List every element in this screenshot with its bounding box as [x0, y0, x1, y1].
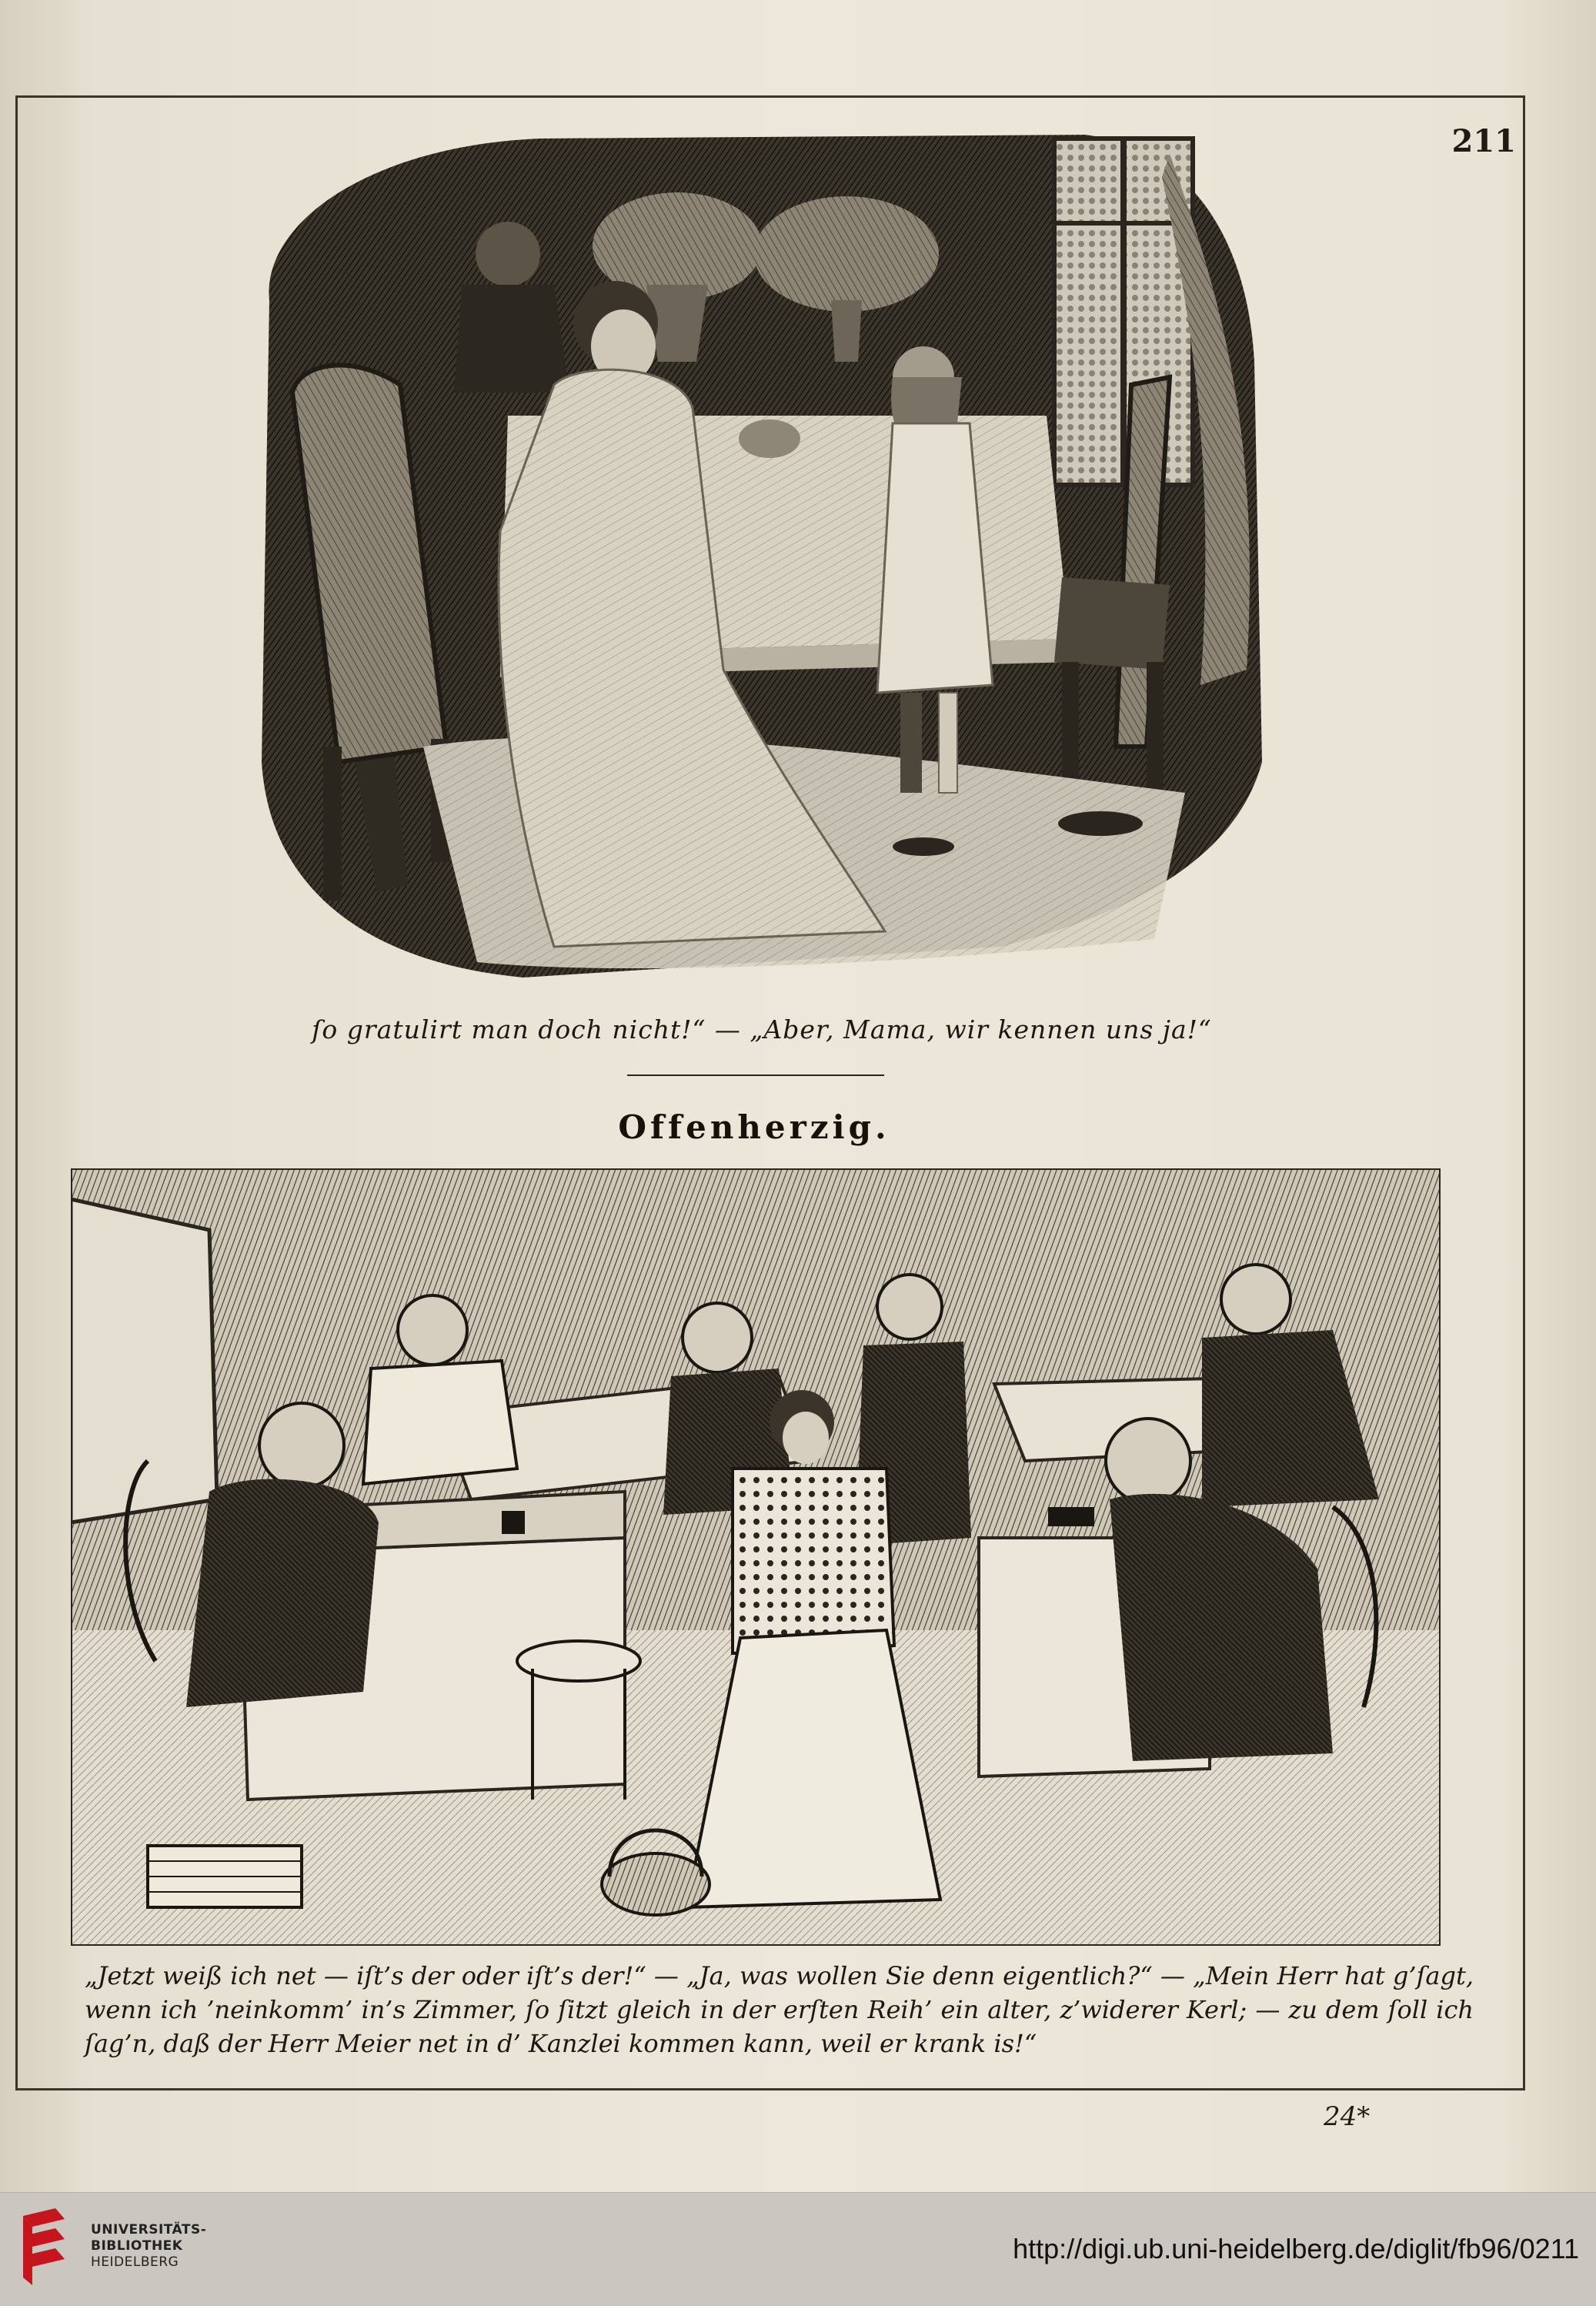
university-library-name	[91, 2222, 206, 2271]
viewer-footer	[0, 2192, 1596, 2306]
logo-line-2: BIBLIOTHEK	[91, 2238, 183, 2254]
section-title: Offenherzig.	[618, 1108, 890, 1146]
bottom-illustration	[71, 1168, 1441, 1946]
page-number: 211	[1451, 123, 1516, 159]
permalink-url[interactable]: http://digi.ub.uni-heidelberg.de/diglit/fb96/0211	[1013, 2233, 1579, 2264]
university-library-logo-icon	[17, 2208, 71, 2288]
logo-line-3: HEIDELBERG	[91, 2254, 179, 2270]
top-illustration	[246, 131, 1270, 993]
logo-line-1: UNIVERSITÄTS-	[91, 2222, 207, 2237]
top-illustration-caption: ſo gratulirt man doch nicht!“ — „Aber, Mama, wir kennen uns ja!“	[312, 1014, 1212, 1044]
sheet-signature: 24*	[1324, 2101, 1371, 2132]
section-divider	[627, 1074, 884, 1076]
bottom-illustration-caption: „Jetzt weiß ich net — iſt’s der oder iſt’s der!“ — „Ja, was wollen Sie denn eigentlich?“ — „Mein Herr hat g’ſagt, wenn ich ’neinkomm’ in’s Zimmer, ſo ſitzt gleich in der erſten Reih’ ein alter, z’widerer Kerl; — zu dem ſoll ich ſag’n, daß der Herr Meier net in d’ Kanzlei kommen kann, weil er krank is!“	[85, 1961, 1474, 2058]
